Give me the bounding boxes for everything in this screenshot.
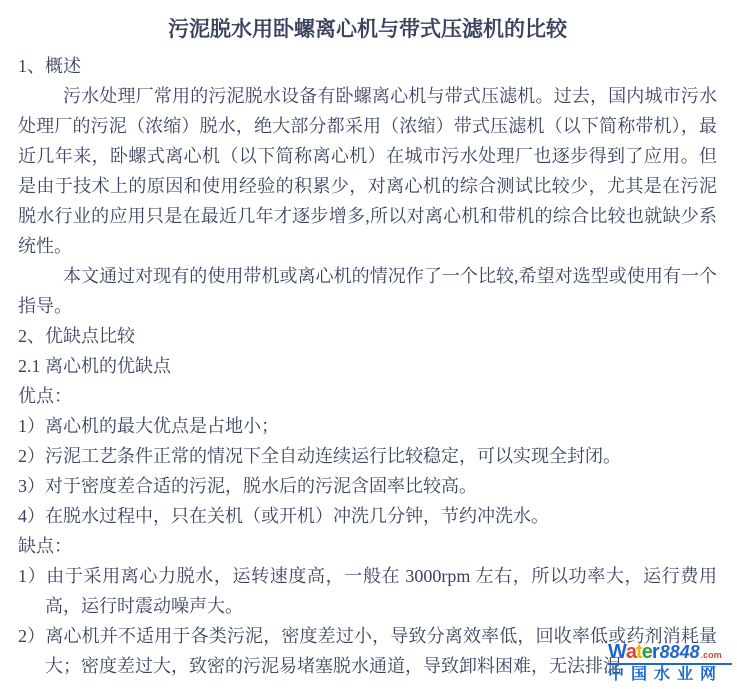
logo-tld: .com: [700, 650, 722, 660]
logo-letter: t: [636, 641, 642, 663]
logo-letter: W: [608, 641, 626, 663]
overview-paragraph-2: 本文通过对现有的使用带机或离心机的情况作了一个比较,希望对选型或使用有一个指导。: [18, 266, 717, 316]
list-item: 2）离心机并不适用于各类污泥，密度差过小，导致分离效率低，回收率低或药剂消耗量大；密度差过大，致密的污泥易堵塞脱水通道，导致卸料困难，无法排泥: [18, 626, 717, 676]
list-item: 1）离心机的最大优点是占地小；: [18, 416, 279, 436]
disadvantages-label: 缺点：: [18, 536, 72, 556]
overview-paragraph-1: 污水处理厂常用的污泥脱水设备有卧螺离心机与带式压滤机。过去，国内城市污水处理厂的污泥（浓缩）脱水，绝大部分都采用（浓缩）带式压滤机（以下简称带机），最近几年来，卧螺式离心机（以下简称离心机）在城市污水处理厂也逐步得到了应用。但是由于技术上的原因和使用经验的积累少，对离心机的综合测试比较少，尤其是在污泥脱水行业的应用只是在最近几年才逐步增多,所以对离心机和带机的综合比较也就缺少系统性。: [18, 86, 717, 256]
list-item: 1）由于采用离心力脱水，运转速度高，一般在 3000rpm 左右，所以功率大，运行费用高，运行时震动噪声大。: [18, 566, 717, 616]
page-title: 污泥脱水用卧螺离心机与带式压滤机的比较: [168, 17, 567, 41]
section-heading-overview: 1、概述: [18, 56, 81, 76]
logo-number: 8848: [659, 642, 700, 662]
list-item: 3）对于密度差合适的污泥，脱水后的污泥含固率比较高。: [18, 476, 477, 496]
list-item: 4）在脱水过程中，只在关机（或开机）冲洗几分钟，节约冲洗水。: [18, 506, 549, 526]
list-item: 2）污泥工艺条件正常的情况下全自动连续运行比较稳定，可以实现全封闭。: [18, 446, 621, 466]
water8848-watermark: [608, 642, 732, 683]
logo-letter: r: [651, 641, 659, 663]
document-body: [18, 51, 717, 681]
section-heading-centrifuge: 2.1 离心机的优缺点: [18, 356, 171, 376]
logo-letter: e: [641, 641, 652, 663]
advantages-label: 优点：: [18, 386, 72, 406]
logo-letter: a: [625, 641, 637, 663]
site-name-watermark: 中国水业网: [608, 666, 724, 683]
water8848-logo: [608, 642, 732, 665]
section-heading-comparison: 2、优缺点比较: [18, 326, 135, 346]
